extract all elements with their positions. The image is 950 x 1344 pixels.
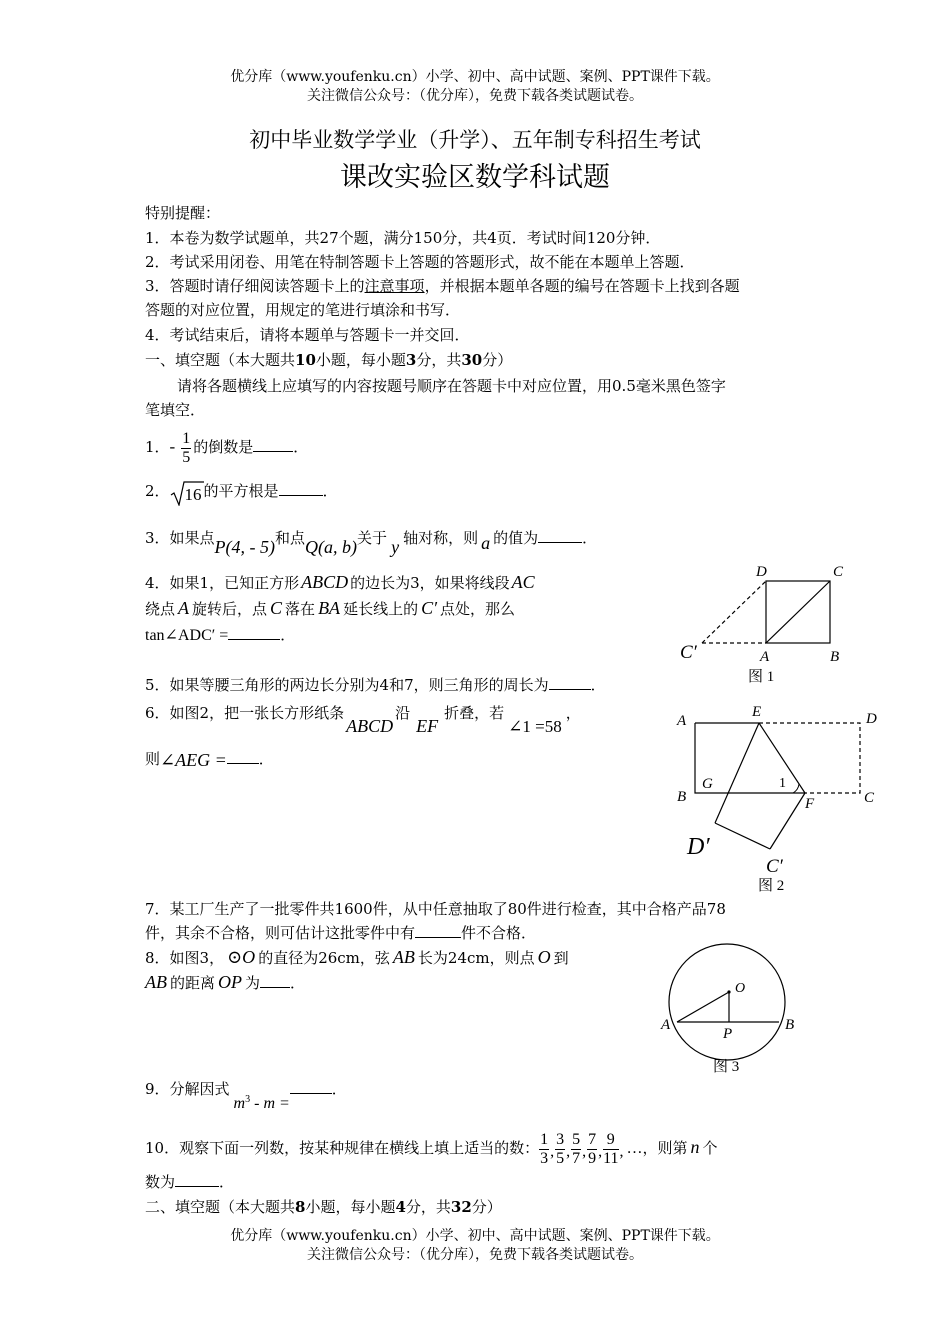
notice-item-3 <box>145 276 740 296</box>
question-8-line2 <box>145 972 305 993</box>
q10-den-3: 7 <box>572 1149 581 1167</box>
q10-fraction-1 <box>539 1131 549 1168</box>
q3-text-c: 关于 <box>357 529 388 547</box>
question-7-line1: 7．某工厂生产了一批零件共1600件，从中任意抽取了80件进行检查，其中合格产品78 <box>145 900 726 918</box>
question-1 <box>145 424 308 470</box>
question-8-line1 <box>145 947 569 968</box>
fig2-label-g: G <box>702 776 713 792</box>
section1-count: 10 <box>295 351 316 369</box>
q1-number: 1． <box>145 438 170 456</box>
q8-text-d: 到 <box>553 949 569 967</box>
fig2-edge-d-prime-c-prime <box>715 823 770 849</box>
q10-text-b: ，则第 <box>642 1139 688 1157</box>
fig1-label-d: D <box>756 564 767 580</box>
question-4-line1 <box>145 572 535 593</box>
q7-text-b: 件不合格． <box>461 924 537 942</box>
q10-num-4: 7 <box>588 1130 597 1148</box>
q9-expression <box>234 1094 290 1112</box>
fig2-label-a: A <box>677 713 687 729</box>
section2-heading-c: 分，共 <box>405 1198 451 1216</box>
fig2-label-d-prime: D′ <box>687 834 710 860</box>
q2-answer-blank <box>279 481 323 496</box>
fig1-caption: 图 1 <box>748 669 775 685</box>
question-2 <box>145 478 338 506</box>
q4-answer-blank <box>228 625 280 640</box>
q6-text-e: 则 <box>145 750 161 768</box>
question-6-line1 <box>145 700 581 736</box>
footer-watermark-line1: 优分库（www.youfenku.cn）小学、初中、高中试题、案例、PPT课件下载。 <box>230 1228 720 1244</box>
q6-answer-blank <box>227 749 259 764</box>
q3-end: ． <box>582 529 598 547</box>
q9-rest: - m = <box>250 1095 290 1112</box>
fig1-segment-dc-prime <box>702 581 766 643</box>
q10-text-d: 数为 <box>145 1173 176 1191</box>
exam-subtitle: 初中毕业数学学业（升学）、五年制专科招生考试 <box>249 128 701 152</box>
q7-text-a: 件，其余不合格，则可估计这批零件中有 <box>145 924 416 942</box>
q6-text-d: ， <box>565 704 581 722</box>
q10-num-1: 1 <box>540 1130 549 1148</box>
q2-sqrt <box>170 478 204 506</box>
q4-text-a: 4．如果1，已知正方形 <box>145 574 300 592</box>
fig2-label-b: B <box>677 789 687 805</box>
q8-text-c: 长为24cm，则点 <box>417 949 535 967</box>
q10-end: ． <box>219 1173 235 1191</box>
section2-points: 4 <box>395 1198 406 1216</box>
section1-heading <box>145 350 512 370</box>
q3-text-d: 轴对称，则 <box>403 529 479 547</box>
q9-exponent: 3 <box>245 1094 251 1105</box>
question-5 <box>145 675 606 695</box>
q8-point-o: O <box>537 947 551 967</box>
q10-num-3: 5 <box>572 1130 581 1148</box>
fig2-label-angle-1: 1 <box>779 776 786 791</box>
q4-end: ． <box>280 626 296 644</box>
q6-rect-name: ABCD <box>346 716 394 736</box>
q4-text-g: 点处，那么 <box>440 600 516 618</box>
figure-1 <box>660 555 860 690</box>
question-9 <box>145 1074 347 1112</box>
question-4-line2 <box>145 598 515 619</box>
fig1-label-a: A <box>760 649 770 665</box>
section2-heading-a: 二、填空题（本大题共 <box>145 1198 296 1216</box>
q6-angle-1: ∠1 =58 <box>508 717 562 736</box>
fig2-label-e: E <box>752 704 762 720</box>
section2-heading-d: 分） <box>471 1198 502 1216</box>
notice-item-4: 4．考试结束后，请将本题单与答题卡一并交回． <box>145 326 470 344</box>
q3-text-b: 和点 <box>275 529 306 547</box>
q8-text-e: 的距离 <box>170 974 216 992</box>
q10-num-2: 3 <box>556 1130 565 1148</box>
q2-end: ． <box>322 482 338 500</box>
q2-radicand: 16 <box>184 485 202 504</box>
q1-negative-sign: - <box>169 437 176 456</box>
q1-fraction-denominator: 5 <box>182 448 191 466</box>
q1-text: 的倒数是 <box>193 438 254 456</box>
q3-var-y: y <box>391 537 400 557</box>
fig3-label-b: B <box>785 1017 795 1033</box>
q10-var-n: n <box>690 1137 700 1157</box>
q5-end: ． <box>590 676 606 694</box>
q8-chord-ab-2: AB <box>145 972 167 992</box>
q8-text-f: 为 <box>245 974 261 992</box>
watermark-line1: 优分库（www.youfenku.cn）小学、初中、高中试题、案例、PPT课件下载。 <box>230 69 720 85</box>
q4-point-c-prime: C′ <box>421 598 438 618</box>
q4-segment-ac: AC <box>511 572 535 592</box>
q10-fraction-5 <box>603 1131 618 1168</box>
q4-point-c: C <box>270 598 283 618</box>
watermark-line2: 关注微信公众号：（优分库），免费下载各类试题试卷。 <box>307 88 643 104</box>
notice-item-2: 2．考试采用闭卷、用笔在特制答题卡上答题的答题形式，故不能在本题单上答题． <box>145 253 695 271</box>
q10-den-4: 9 <box>588 1149 597 1167</box>
q10-answer-blank <box>175 1172 219 1187</box>
question-10-line1 <box>145 1124 718 1174</box>
q4-line-ba: BA <box>318 598 341 618</box>
q10-fraction-3 <box>571 1131 581 1168</box>
section1-instruction-2: 笔填空． <box>145 401 206 419</box>
q3-text-a: 3．如果点 <box>145 529 215 547</box>
q6-end: ． <box>258 750 274 768</box>
q6-text-b: 沿 <box>395 704 411 722</box>
q1-answer-blank <box>253 437 293 452</box>
section2-heading <box>145 1197 502 1217</box>
question-4-line3 <box>145 625 295 646</box>
notice-item-3-text-b: ，并根据本题单各题的编号在答题卡上找到各题 <box>424 277 740 295</box>
section1-points: 3 <box>405 351 417 369</box>
fig2-label-c: C <box>864 790 875 806</box>
q10-num-5: 9 <box>603 1131 618 1150</box>
fig1-label-c: C <box>833 564 844 580</box>
q4-text-c: 绕点 <box>145 600 176 618</box>
question-6-line2 <box>145 748 274 769</box>
notice-item-3-underlined: 注意事项 <box>364 277 425 295</box>
q9-text: 9．分解因式 <box>145 1080 230 1098</box>
fig3-caption: 图 3 <box>713 1059 740 1075</box>
q3-answer-blank <box>538 528 582 543</box>
fig2-label-d: D <box>866 711 877 727</box>
q7-answer-blank <box>415 923 461 938</box>
notice-item-3-text-a: 3．答题时请仔细阅读答题卡上的 <box>145 277 365 295</box>
fig1-label-c-prime: C′ <box>680 642 697 663</box>
section2-total: 32 <box>450 1198 472 1216</box>
q10-den-1: 3 <box>540 1149 549 1167</box>
q10-den-2: 5 <box>556 1149 565 1167</box>
fig2-edge-ed-prime <box>715 723 759 823</box>
fig3-label-p: P <box>723 1026 733 1042</box>
q2-text: 的平方根是 <box>203 482 279 500</box>
q1-fraction <box>181 430 191 467</box>
question-3 <box>145 524 598 557</box>
q10-sequence: $\frac{1}{3}$ , $\frac{3}{5}$ , $\frac{5}{7}$ , $\frac{7}{9}$ , $\frac{9}{11}$ , … <box>539 1124 642 1174</box>
notice-item-3-cont: 答题的对应位置，用规定的笔进行填涂和书写． <box>145 301 461 319</box>
fig3-circle <box>669 944 785 1060</box>
fig2-angle-arc <box>793 784 799 793</box>
notice-item-1: 1．本卷为数学试题单，共27个题，满分150分，共4页．考试时间120分钟． <box>145 229 661 247</box>
q6-angle-aeg: ∠AEG = <box>160 750 227 770</box>
fig3-label-a: A <box>661 1017 671 1033</box>
exam-title: 课改实验区数学科试题 <box>340 162 610 193</box>
q4-text-f: 延长线上的 <box>343 600 419 618</box>
question-10-line2 <box>145 1172 234 1192</box>
q3-point-p: P(4, - 5) <box>214 537 276 557</box>
section1-heading-b: 小题，每小题 <box>315 351 406 369</box>
q8-end: ． <box>290 974 306 992</box>
figure-2 <box>665 700 895 898</box>
q10-fraction-2 <box>555 1131 565 1168</box>
question-7-line2 <box>145 923 536 943</box>
q9-var-m: m <box>233 1095 246 1112</box>
q6-text-a: 6．如图2，把一张长方形纸条 <box>145 704 345 722</box>
q9-end: ． <box>331 1080 347 1098</box>
q3-point-q: Q(a, b) <box>305 537 358 557</box>
q8-answer-blank <box>260 973 290 988</box>
section1-instruction-1: 请将各题横线上应填写的内容按题号顺序在答题卡中对应位置，用0.5毫米黑色签字 <box>177 377 726 395</box>
q4-text-b: 的边长为3，如果将线段 <box>350 574 510 592</box>
section1-heading-c: 分，共 <box>416 351 462 369</box>
q10-text-c: 个 <box>702 1139 718 1157</box>
fig2-caption: 图 2 <box>758 878 785 894</box>
q3-var-a: a <box>481 533 491 553</box>
fig2-label-c-prime: C′ <box>766 856 783 877</box>
q4-square-name: ABCD <box>301 572 349 592</box>
fig2-original-edge <box>759 723 860 793</box>
q6-line-ef: EF <box>416 716 439 736</box>
q5-answer-blank <box>549 675 591 690</box>
fig1-diagonal-ac <box>766 581 830 643</box>
section2-heading-b: 小题，每小题 <box>305 1198 396 1216</box>
fig3-radius-oa <box>677 992 729 1022</box>
figure-3 <box>650 930 820 1080</box>
fig1-label-b: B <box>830 649 840 665</box>
section1-heading-d: 分） <box>482 351 513 369</box>
q4-text-d: 旋转后，点 <box>192 600 268 618</box>
q10-den-5: 11 <box>603 1149 619 1167</box>
fig2-label-f: F <box>805 796 815 812</box>
q2-number: 2． <box>145 482 170 500</box>
q3-text-e: 的值为 <box>493 529 539 547</box>
q4-tan-expression: tan∠ADC′ = <box>145 627 229 644</box>
q1-end: ． <box>293 438 309 456</box>
q10-text-a: 10．观察下面一列数，按某种规律在横线上填上适当的数： <box>145 1139 540 1157</box>
q10-fraction-4 <box>587 1131 597 1168</box>
fig3-label-o: O <box>735 981 746 996</box>
fig2-edge-c-prime-f <box>770 793 805 849</box>
q1-fraction-numerator: 1 <box>182 429 191 447</box>
q8-text-a: 8．如图3， <box>145 949 225 967</box>
q8-chord-ab: AB <box>392 947 415 967</box>
q8-segment-op: OP <box>218 972 243 992</box>
q8-circle-o: ⊙O <box>227 947 256 967</box>
q6-text-c: 折叠，若 <box>444 704 505 722</box>
section1-heading-a: 一、填空题（本大题共 <box>145 351 296 369</box>
section1-total: 30 <box>461 351 483 369</box>
fig3-center-dot <box>727 990 730 993</box>
footer-watermark-line2: 关注微信公众号：（优分库），免费下载各类试题试卷。 <box>307 1247 643 1263</box>
section2-count: 8 <box>295 1198 306 1216</box>
notice-heading: 特别提醒： <box>145 204 221 222</box>
q8-text-b: 的直径为26cm，弦 <box>258 949 390 967</box>
q5-text: 5．如果等腰三角形的两边长分别为4和7，则三角形的周长为 <box>145 676 549 694</box>
q10-ellipsis: … <box>626 1140 643 1157</box>
q4-text-e: 落在 <box>285 600 316 618</box>
q4-point-a: A <box>178 598 190 618</box>
q9-answer-blank <box>290 1079 332 1094</box>
